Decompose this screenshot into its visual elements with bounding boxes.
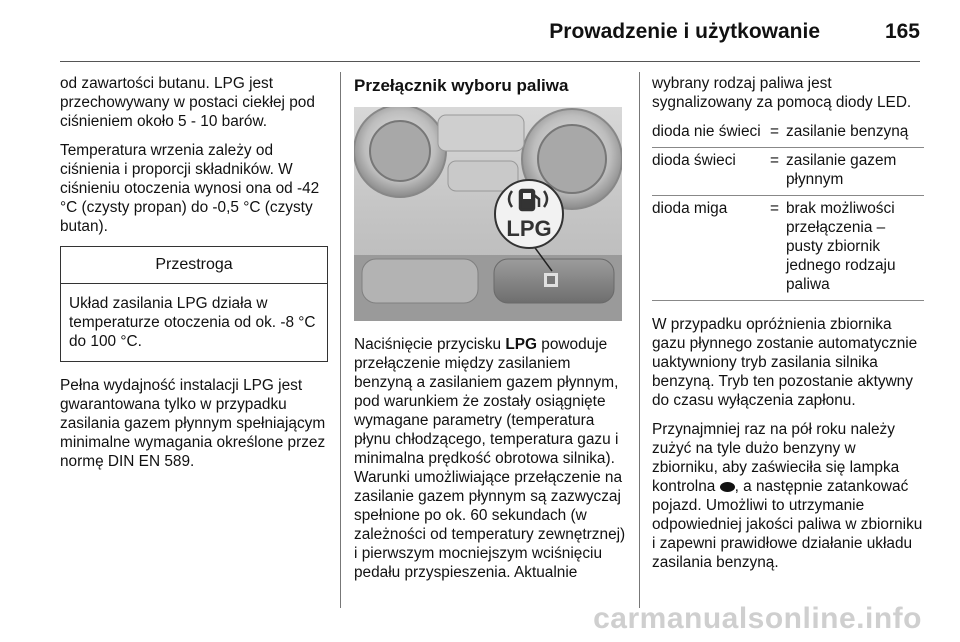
column-divider-2 bbox=[639, 72, 640, 608]
paragraph: wybrany rodzaj paliwa jest sygnalizowany za pomocą diody LED. bbox=[652, 75, 912, 111]
paragraph: Przynajmniej raz na pół roku należy zużyć na tyle dużo benzyny w zbiorniku, aby zaświeciła się lampka kontrolna , a następnie zatankować pojazd. Umożliwi to utrzymanie odpowiedniej jakości paliwa w zbiorniku i zapewni prawidłowe działanie układu zasilania benzyną. bbox=[652, 421, 923, 571]
column-right bbox=[652, 74, 924, 582]
caution-title: Przestroga bbox=[61, 247, 327, 284]
led-status-row: dioda miga = brak możliwości przełączenia – pusty zbiornik jednego rodzaju paliwa bbox=[652, 196, 924, 301]
control-lamp-icon bbox=[720, 482, 735, 492]
paragraph: Temperatura wrzenia zależy od ciśnienia i proporcji składników. W ciśnieniu otoczenia wynosi ona od -42 °C (czysty propan) do -0,5 °C (czysty butan). bbox=[60, 142, 320, 235]
led-status-table bbox=[652, 122, 924, 301]
column-divider-1 bbox=[340, 72, 341, 608]
page-number: 165 bbox=[884, 20, 920, 43]
section-heading: Przełącznik wyboru paliwa bbox=[354, 76, 569, 95]
led-status-row: dioda świeci = zasilanie gazem płynnym bbox=[652, 148, 924, 196]
lpg-switch-photo bbox=[354, 107, 622, 321]
paragraph: Pełna wydajność instalacji LPG jest gwarantowana tylko w przypadku zasilania gazem płynnym spełniającym minimalne wymagania określone przez normę DIN EN 589. bbox=[60, 377, 326, 470]
page-title: Prowadzenie i użytkowanie bbox=[549, 20, 820, 43]
column-left bbox=[60, 74, 328, 481]
lpg-button-label: LPG bbox=[506, 216, 552, 241]
header-rule bbox=[60, 61, 920, 62]
paragraph: od zawartości butanu. LPG jest przechowywany w postaci ciekłej pod ciśnieniem około 5 - 10 barów. bbox=[60, 75, 315, 130]
paragraph: W przypadku opróżnienia zbiornika gazu płynnego zostanie automatycznie uaktywniony tryb zasilania silnika benzyną. Tryb ten pozostanie aktywny do czasu wyłączenia zapłonu. bbox=[652, 316, 918, 409]
column-middle bbox=[354, 74, 628, 592]
paragraph: Naciśnięcie przycisku LPG powoduje przełączenie między zasilaniem benzyną a zasilaniem gazem płynnym, pod warunkiem że zostały osiągnięte wymagane parametry (temperatura płynu chłodzącego, temperatura gazu i minimalna prędkość obrotowa silnika). Warunki umożliwiające przełączenie na zasilanie gazem płynnym są zazwyczaj spełnione po ok. 60 sekundach (w zależności od temperatury zewnętrznej) i pierwszym mocniejszym wciśnięciu pedału przyspieszenia. Aktualnie bbox=[354, 336, 626, 581]
led-status-row: dioda nie świeci = zasilanie benzyną bbox=[652, 122, 924, 148]
page-header bbox=[0, 0, 960, 58]
caution-box bbox=[60, 246, 328, 362]
watermark: carmanualsonline.info bbox=[593, 602, 922, 635]
lpg-bold-term: LPG bbox=[505, 336, 538, 353]
caution-text: Układ zasilania LPG działa w temperaturze otoczenia od ok. -8 °C do 100 °C. bbox=[69, 295, 316, 350]
